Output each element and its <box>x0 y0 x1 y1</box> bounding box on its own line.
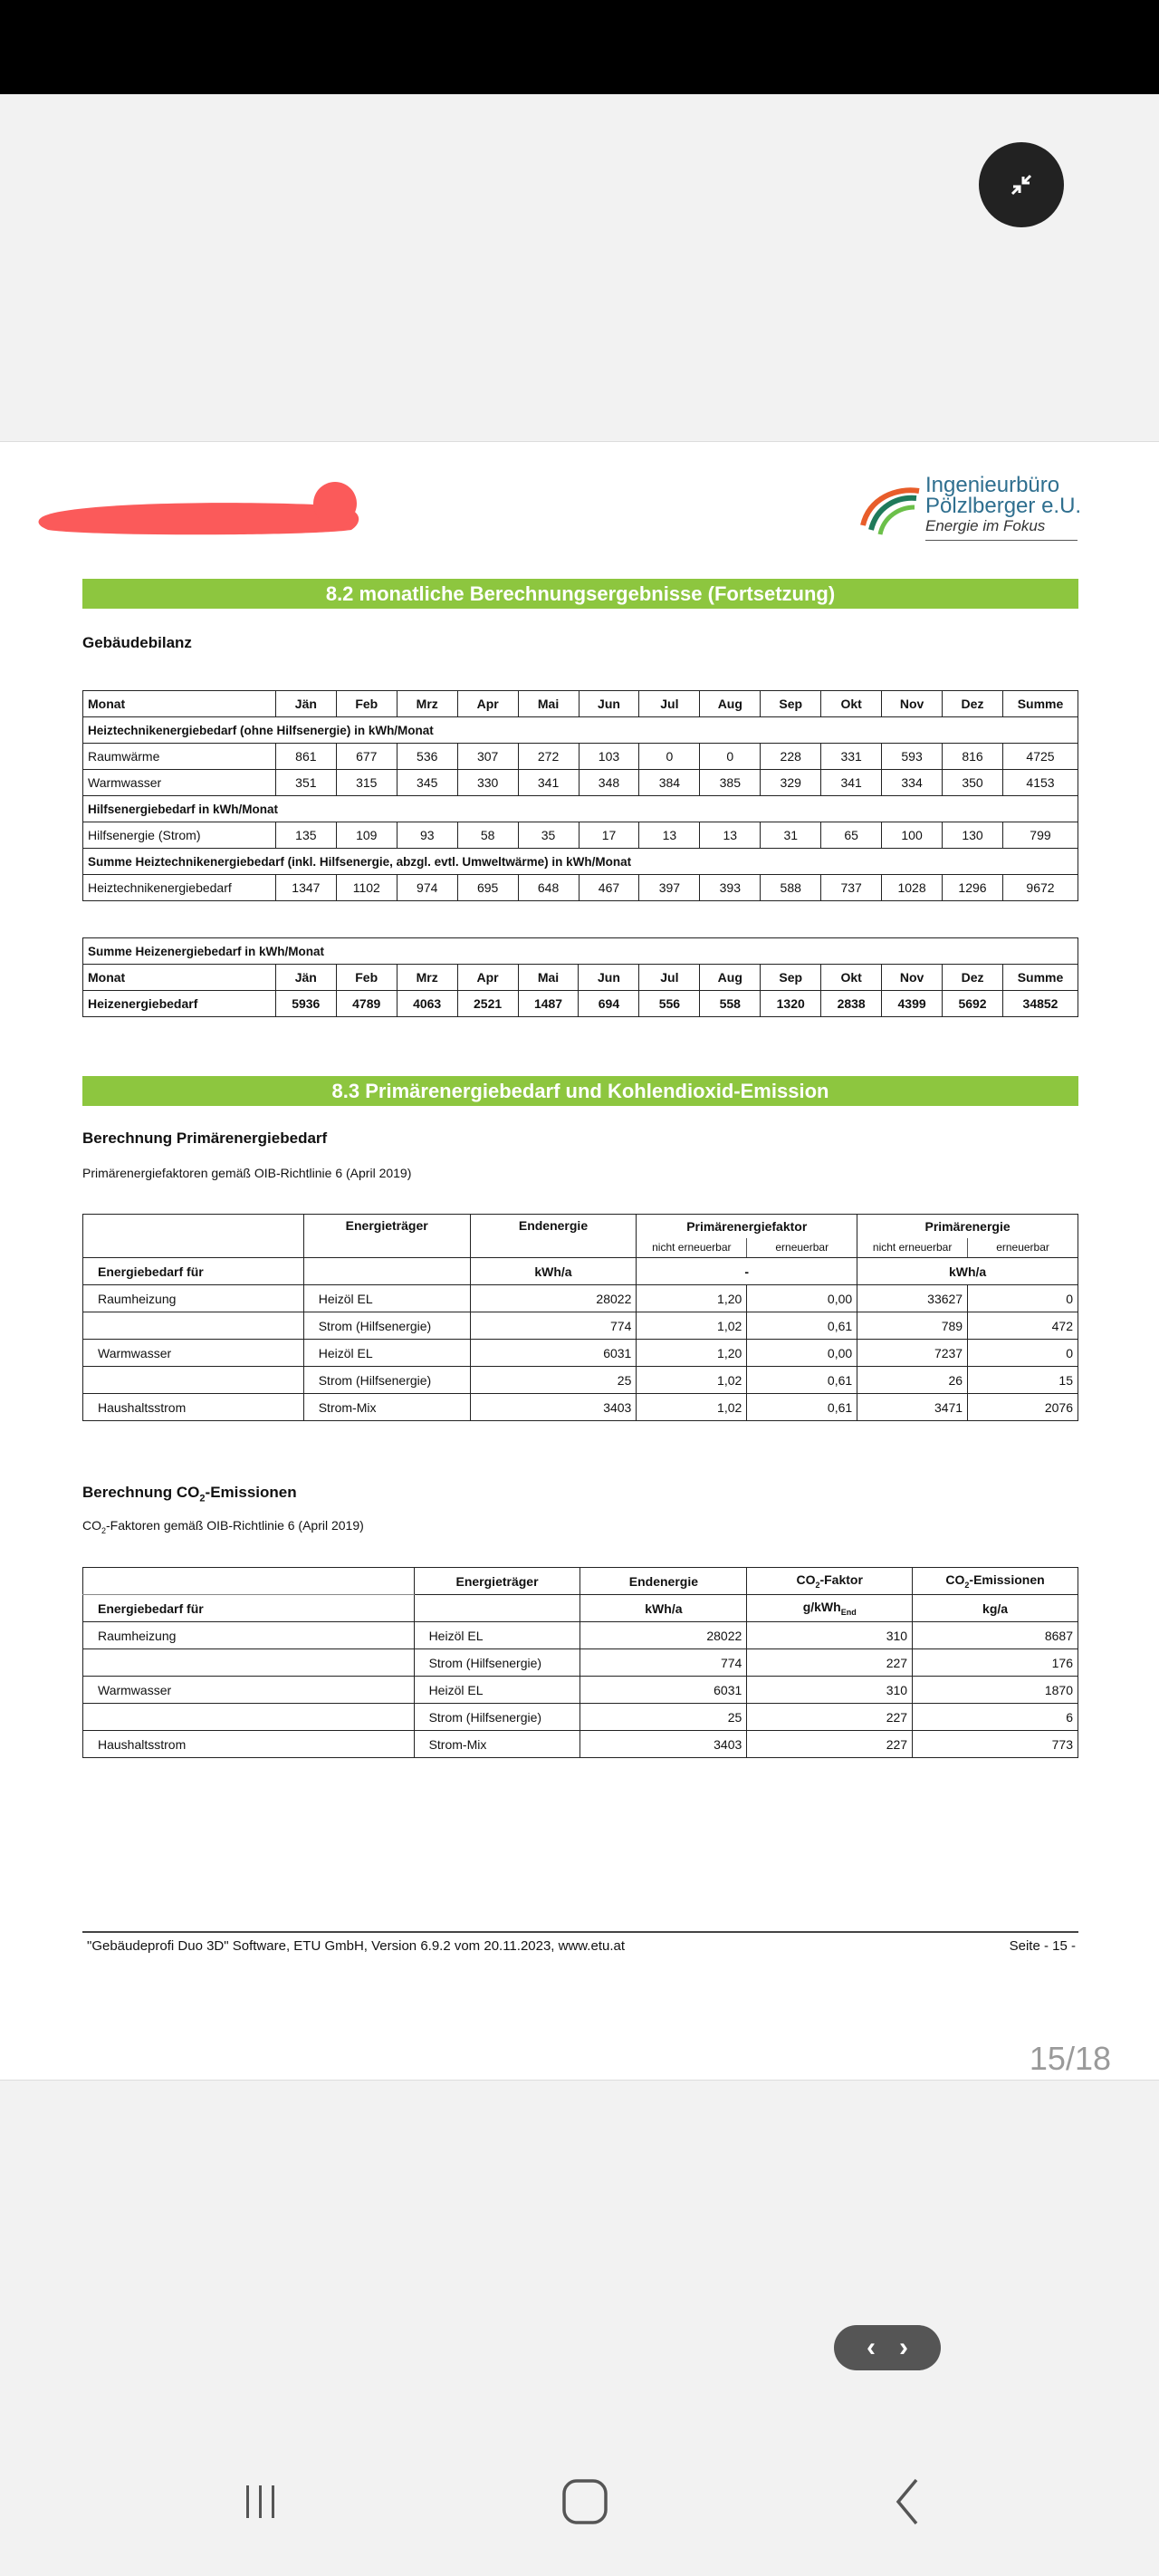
table-row <box>83 1704 1078 1731</box>
table-cell: 4789 <box>336 991 397 1017</box>
table-cell: 5936 <box>275 991 336 1017</box>
row-label: Raumheizung <box>83 1285 304 1312</box>
row-label <box>83 1649 415 1677</box>
column-header: Summe <box>1002 691 1078 717</box>
table-cell: 348 <box>579 770 639 796</box>
table-cell: 0,61 <box>747 1367 857 1394</box>
table-cell: 774 <box>580 1649 747 1677</box>
table-row <box>83 875 1078 901</box>
table-cell: 397 <box>639 875 700 901</box>
table-cell: 227 <box>747 1731 913 1758</box>
table-cell: 330 <box>457 770 518 796</box>
table-cell: 307 <box>457 744 518 770</box>
table-cell: 3471 <box>857 1394 968 1421</box>
back-button[interactable] <box>873 2470 945 2533</box>
table-cell: 385 <box>700 770 761 796</box>
table-row <box>83 1285 1078 1312</box>
table-cell: 345 <box>397 770 457 796</box>
table-cell: 1,02 <box>637 1312 747 1340</box>
row-label <box>83 1704 415 1731</box>
table-row <box>83 1312 1078 1340</box>
table-cell: 334 <box>882 770 943 796</box>
back-icon <box>882 2475 936 2529</box>
table-cell: 350 <box>943 770 1003 796</box>
section-82-title: 8.2 monatliche Berechnungsergebnisse (Fortsetzung) <box>82 579 1078 609</box>
col-primaerenergie: Primärenergie <box>857 1215 1078 1238</box>
table-cell: 384 <box>639 770 700 796</box>
table-row <box>83 1677 1078 1704</box>
table-cell: 100 <box>882 822 943 849</box>
co2-heading: Berechnung $CO_2$-Emissionen <box>82 1484 297 1504</box>
table-cell: 0,00 <box>747 1285 857 1312</box>
table-cell: 13 <box>639 822 700 849</box>
table-cell: 34852 <box>1003 991 1078 1017</box>
table-cell: 331 <box>821 744 882 770</box>
footer-software-note: "Gebäudeprofi Duo 3D" Software, ETU GmbH, Version 6.9.2 vom 20.11.2023, www.etu.at <box>87 1938 626 1954</box>
sub-nicht-erneuerbar: nicht erneuerbar <box>637 1238 747 1258</box>
table-cell: 1102 <box>336 875 397 901</box>
table-cell: 861 <box>275 744 336 770</box>
table-cell: 467 <box>579 875 639 901</box>
column-header: Nov <box>882 691 943 717</box>
column-header: Sep <box>761 691 821 717</box>
col-energietraeger: Energieträger <box>303 1215 470 1258</box>
table-cell: 0 <box>700 744 761 770</box>
table-row <box>83 1731 1078 1758</box>
row-header-label: Energiebedarf für <box>83 1258 304 1285</box>
heizenergiebedarf-table <box>82 937 1078 1017</box>
row-label: Heizenergiebedarf <box>83 991 276 1017</box>
unit-label: kWh/a <box>470 1258 637 1285</box>
table-row <box>83 822 1078 849</box>
co2-subtitle: $CO_2$-Faktoren gemäß OIB-Richtlinie 6 (April 2019) <box>82 1518 364 1535</box>
table-cell: 1028 <box>882 875 943 901</box>
table-cell: 310 <box>747 1622 913 1649</box>
column-header: Jul <box>639 691 700 717</box>
table-row <box>83 1394 1078 1421</box>
table-cell: 25 <box>580 1704 747 1731</box>
table-cell: 0,00 <box>747 1340 857 1367</box>
table-cell: 1296 <box>943 875 1003 901</box>
unit-label: kWh/a <box>580 1595 747 1622</box>
unit-label: kg/a <box>913 1595 1078 1622</box>
table-cell: Strom-Mix <box>303 1394 470 1421</box>
table-cell: 8687 <box>913 1622 1078 1649</box>
table-cell: 25 <box>470 1367 637 1394</box>
table-cell: 13 <box>700 822 761 849</box>
footer-divider <box>82 1931 1078 1933</box>
table-cell: 393 <box>700 875 761 901</box>
column-header: Mai <box>518 965 579 991</box>
column-header: Dez <box>943 965 1003 991</box>
table-cell: 0,61 <box>747 1394 857 1421</box>
column-header: Monat <box>83 691 276 717</box>
column-header: Mrz <box>397 691 457 717</box>
table-cell: Strom (Hilfsenergie) <box>414 1704 580 1731</box>
table-cell: 0 <box>968 1285 1078 1312</box>
footer-page-number: Seite - 15 - <box>1009 1938 1076 1954</box>
redaction-mark <box>34 480 369 538</box>
col-co2-emissionen: $CO_2$-Emissionen <box>913 1568 1078 1595</box>
table-cell: Heizöl EL <box>303 1285 470 1312</box>
table-cell: 15 <box>968 1367 1078 1394</box>
row-label: Raumheizung <box>83 1622 415 1649</box>
collapse-fullscreen-button[interactable] <box>979 142 1064 227</box>
table-cell: 33627 <box>857 1285 968 1312</box>
table-header-row <box>83 965 1078 991</box>
column-header: Aug <box>700 691 761 717</box>
column-header: Summe <box>1003 965 1078 991</box>
logo-line-1: Ingenieurbüro <box>925 473 1060 497</box>
column-header: Mai <box>518 691 579 717</box>
group-label: Summe Heiztechnikenergiebedarf (inkl. Hilfsenergie, abzgl. evtl. Umweltwärme) in kWh/Monat <box>83 849 1078 875</box>
column-header: Monat <box>83 965 276 991</box>
row-label: Hilfsenergie (Strom) <box>83 822 276 849</box>
table-row <box>83 744 1078 770</box>
table-cell: 65 <box>821 822 882 849</box>
column-header: Dez <box>943 691 1003 717</box>
row-label <box>83 1367 304 1394</box>
table-cell: 4399 <box>882 991 943 1017</box>
table-cell: 58 <box>457 822 518 849</box>
row-label: Raumwärme <box>83 744 276 770</box>
table-cell: Heizöl EL <box>414 1622 580 1649</box>
column-header: Feb <box>336 965 397 991</box>
table-cell: 0,61 <box>747 1312 857 1340</box>
table-cell: 26 <box>857 1367 968 1394</box>
sub-nicht-erneuerbar: nicht erneuerbar <box>857 1238 968 1258</box>
table-cell: 1,02 <box>637 1394 747 1421</box>
gebaeudebilanz-table <box>82 690 1078 901</box>
table-cell: 130 <box>943 822 1003 849</box>
column-header: Jul <box>639 965 700 991</box>
gebaeudebilanz-heading: Gebäudebilanz <box>82 634 192 651</box>
table-cell: Strom (Hilfsenergie) <box>303 1367 470 1394</box>
table-cell: 774 <box>470 1312 637 1340</box>
row-label: Warmwasser <box>83 1677 415 1704</box>
row-label: Warmwasser <box>83 770 276 796</box>
column-header: Apr <box>457 965 518 991</box>
column-header: Jun <box>579 691 639 717</box>
table-cell: 536 <box>397 744 457 770</box>
table-cell: 1487 <box>518 991 579 1017</box>
table-cell: 2838 <box>821 991 882 1017</box>
table-cell: 228 <box>761 744 821 770</box>
previous-page-button[interactable]: ‹ <box>867 2332 876 2362</box>
table-cell: 4153 <box>1002 770 1078 796</box>
column-header: Okt <box>821 965 882 991</box>
collapse-icon <box>1003 167 1039 203</box>
status-bar <box>0 0 1159 94</box>
table-cell: 109 <box>336 822 397 849</box>
table-header-row <box>83 691 1078 717</box>
recent-apps-icon <box>234 2475 288 2529</box>
col-co2-faktor: $CO_2$-Faktor <box>747 1568 913 1595</box>
table-cell: 310 <box>747 1677 913 1704</box>
column-header: Jän <box>275 691 336 717</box>
table-cell: 329 <box>761 770 821 796</box>
primaerenergie-heading: Berechnung Primärenergiebedarf <box>82 1129 328 1147</box>
table-cell: 341 <box>518 770 579 796</box>
home-icon <box>558 2475 612 2529</box>
table-cell: 9672 <box>1002 875 1078 901</box>
table-title: Summe Heizenergiebedarf in kWh/Monat <box>83 938 1078 965</box>
table-cell: 6 <box>913 1704 1078 1731</box>
row-label: Haushaltsstrom <box>83 1394 304 1421</box>
table-cell: 176 <box>913 1649 1078 1677</box>
recent-apps-button[interactable] <box>225 2470 297 2533</box>
unit-label: kWh/a <box>857 1258 1078 1285</box>
table-cell: 93 <box>397 822 457 849</box>
table-cell: 1,02 <box>637 1367 747 1394</box>
column-header: Aug <box>700 965 761 991</box>
table-row <box>83 770 1078 796</box>
next-page-button[interactable]: › <box>899 2332 908 2362</box>
table-cell: 558 <box>700 991 761 1017</box>
logo-underline <box>925 540 1078 541</box>
col-endenergie: Endenergie <box>470 1215 637 1258</box>
table-cell: 0 <box>968 1340 1078 1367</box>
table-cell: 5692 <box>943 991 1003 1017</box>
primaerenergie-subtitle: Primärenergiefaktoren gemäß OIB-Richtlinie 6 (April 2019) <box>82 1166 412 1180</box>
table-cell: 593 <box>882 744 943 770</box>
table-cell: 2076 <box>968 1394 1078 1421</box>
table-cell: 1347 <box>275 875 336 901</box>
table-cell: 677 <box>336 744 397 770</box>
table-cell: 351 <box>275 770 336 796</box>
table-cell: 737 <box>821 875 882 901</box>
table-cell: 272 <box>518 744 579 770</box>
table-cell: 588 <box>761 875 821 901</box>
column-header: Jän <box>275 965 336 991</box>
row-label: Haushaltsstrom <box>83 1731 415 1758</box>
page-navigation-pill <box>834 2325 941 2370</box>
table-row <box>83 1622 1078 1649</box>
table-cell: 28022 <box>580 1622 747 1649</box>
column-header: Jun <box>579 965 639 991</box>
table-cell: 648 <box>518 875 579 901</box>
table-cell: 789 <box>857 1312 968 1340</box>
column-header: Sep <box>761 965 821 991</box>
table-cell: 1,20 <box>637 1285 747 1312</box>
column-header: Okt <box>821 691 882 717</box>
column-header: Apr <box>457 691 518 717</box>
table-cell: 227 <box>747 1649 913 1677</box>
table-cell: 799 <box>1002 822 1078 849</box>
table-cell: Heizöl EL <box>414 1677 580 1704</box>
table-cell: 974 <box>397 875 457 901</box>
table-cell: 2521 <box>457 991 518 1017</box>
row-label: Warmwasser <box>83 1340 304 1367</box>
table-cell: Strom (Hilfsenergie) <box>414 1649 580 1677</box>
table-cell: Strom-Mix <box>414 1731 580 1758</box>
group-label: Hilfsenergiebedarf in kWh/Monat <box>83 796 1078 822</box>
table-cell: 773 <box>913 1731 1078 1758</box>
table-cell: 695 <box>457 875 518 901</box>
table-cell: 6031 <box>470 1340 637 1367</box>
table-row <box>83 1367 1078 1394</box>
table-cell: 7237 <box>857 1340 968 1367</box>
section-83-title: 8.3 Primärenergiebedarf und Kohlendioxid-Emission <box>82 1076 1078 1106</box>
table-cell: 3403 <box>580 1731 747 1758</box>
table-cell: 472 <box>968 1312 1078 1340</box>
row-label <box>83 1312 304 1340</box>
table-cell: 4063 <box>397 991 457 1017</box>
table-cell: 103 <box>579 744 639 770</box>
table-cell: Strom (Hilfsenergie) <box>303 1312 470 1340</box>
table-cell: 315 <box>336 770 397 796</box>
table-cell: 17 <box>579 822 639 849</box>
primaerenergie-table <box>82 1214 1078 1421</box>
table-cell: 694 <box>579 991 639 1017</box>
home-button[interactable] <box>549 2470 621 2533</box>
table-cell: 341 <box>821 770 882 796</box>
table-cell: 227 <box>747 1704 913 1731</box>
group-label: Heiztechnikenergiebedarf (ohne Hilfsenergie) in kWh/Monat <box>83 717 1078 744</box>
column-header: Nov <box>882 965 943 991</box>
sub-erneuerbar: erneuerbar <box>747 1238 857 1258</box>
co2-table <box>82 1567 1078 1758</box>
row-header-label: Energiebedarf für <box>83 1595 415 1622</box>
table-cell: 1320 <box>761 991 821 1017</box>
column-header: Mrz <box>397 965 457 991</box>
table-cell: 135 <box>275 822 336 849</box>
logo-line-2: Pölzlberger e.U. <box>925 494 1082 518</box>
table-cell: 35 <box>518 822 579 849</box>
table-cell: 28022 <box>470 1285 637 1312</box>
table-cell: 4725 <box>1002 744 1078 770</box>
row-label: Heiztechnikenergiebedarf <box>83 875 276 901</box>
table-cell: Heizöl EL <box>303 1340 470 1367</box>
table-cell: 31 <box>761 822 821 849</box>
table-cell: 816 <box>943 744 1003 770</box>
table-cell: 3403 <box>470 1394 637 1421</box>
col-endenergie: Endenergie <box>580 1568 747 1595</box>
col-primaerenergiefaktor: Primärenergiefaktor <box>637 1215 857 1238</box>
column-header: Feb <box>336 691 397 717</box>
col-energietraeger: Energieträger <box>414 1568 580 1595</box>
table-cell: 6031 <box>580 1677 747 1704</box>
sub-erneuerbar: erneuerbar <box>968 1238 1078 1258</box>
table-cell: 1,20 <box>637 1340 747 1367</box>
table-cell: 556 <box>639 991 700 1017</box>
unit-label: g/kWh$_{End}$ <box>747 1595 913 1622</box>
page-counter: 15/18 <box>1029 2040 1111 2077</box>
table-cell: 0 <box>639 744 700 770</box>
logo-line-3: Energie im Fokus <box>925 517 1046 534</box>
table-row <box>83 991 1078 1017</box>
unit-label: - <box>637 1258 857 1285</box>
table-cell: 1870 <box>913 1677 1078 1704</box>
table-row <box>83 1340 1078 1367</box>
table-row <box>83 1649 1078 1677</box>
